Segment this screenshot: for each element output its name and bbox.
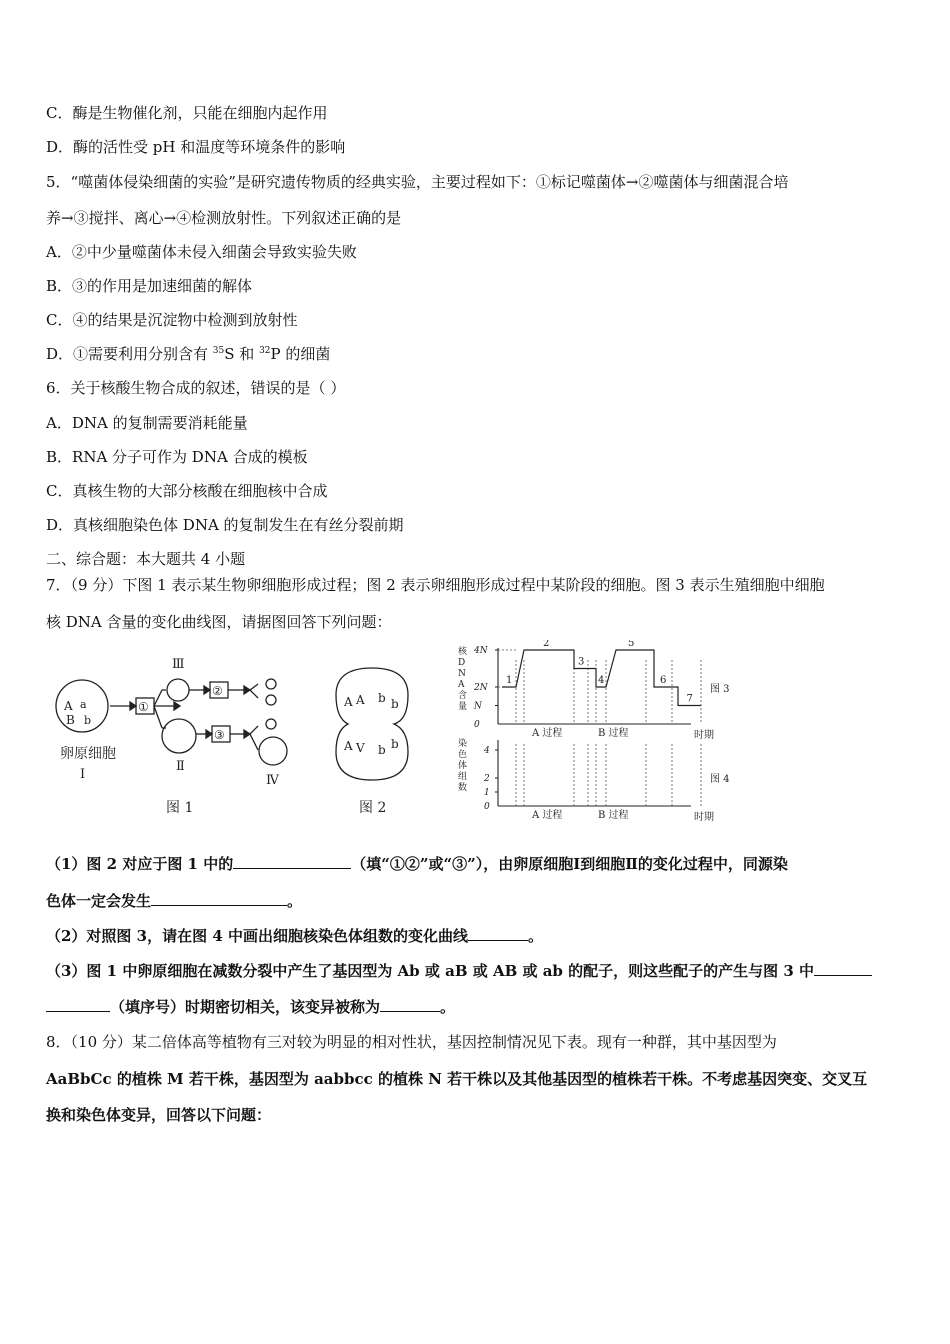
- fig3-process-b: B 过程: [598, 728, 629, 739]
- fig4-ytick-0: 4: [484, 746, 490, 756]
- fork-up-1: [250, 684, 258, 690]
- q5-option-c: C．④的结果是沉淀物中检测到放射性: [46, 311, 298, 329]
- q7-sub3-line1: [46, 960, 872, 981]
- cell3-roman: Ⅲ: [172, 657, 185, 672]
- fig3-title: 图 3: [710, 684, 730, 695]
- fig3-stage-7: 7: [686, 693, 693, 705]
- fig3-ylabel-char-0: 核: [458, 647, 468, 657]
- fig4-ylabel-char-4: 数: [458, 783, 468, 793]
- section-two-heading: 二、综合题：本大题共 4 小题: [46, 550, 246, 568]
- q7-sub3-blank1[interactable]: [814, 975, 872, 976]
- option-d-enzyme: D．酶的活性受 pH 和温度等环境条件的影响: [46, 138, 346, 156]
- arrow-head-6: [244, 730, 250, 738]
- fig3-x-label: 时期: [694, 730, 714, 741]
- question-6-stem: 6．关于核酸生物合成的叙述，错误的是（ ）: [46, 379, 346, 397]
- q7-sub2: [46, 925, 543, 946]
- arrow-head-3: [204, 686, 210, 694]
- fig3-ylabel-char-3: A: [458, 680, 465, 690]
- fig3-ticks: [473, 646, 498, 730]
- q7-sub1-line2: [46, 890, 302, 911]
- fig3-ytick-1: 2N: [474, 683, 488, 693]
- fig2-gene-8: b: [391, 737, 399, 751]
- q5-option-d-text2: S 和: [224, 345, 260, 363]
- box-3-label: ③: [214, 728, 225, 742]
- gene-a: a: [80, 698, 87, 711]
- fig4-ylabel-char-2: 体: [458, 761, 468, 771]
- q6-option-c: C．真核生物的大部分核酸在细胞核中合成: [46, 482, 328, 500]
- dividing-cell-outline: [336, 668, 408, 780]
- box-2-label: ②: [212, 684, 223, 698]
- fig3-ytick-0: 4N: [474, 646, 488, 656]
- fig2-gene-5: A: [344, 739, 353, 753]
- polar-body-3: [266, 695, 276, 705]
- cell4-roman: Ⅳ: [266, 773, 279, 788]
- question-7-stem: 7．（9 分）下图 1 表示某生物卵细胞形成过程；图 2 表示卵细胞形成过程中某阶段的细胞。图 3 表示生殖细胞中细胞: [46, 576, 825, 594]
- fig3-stage-2: 2: [543, 640, 550, 649]
- fig3-ytick-2: N: [474, 701, 482, 712]
- arrow-head-5: [206, 730, 212, 738]
- fig3-y-label: [457, 645, 468, 712]
- fig3-ylabel-char-5: 量: [458, 702, 468, 712]
- question-8-stem: 8．（10 分）某二倍体高等植物有三对较为明显的相对性状，基因控制情况见下表。现有一种群，其中基因型为: [46, 1033, 777, 1051]
- question-7-stem-cont: 核 DNA 含量的变化曲线图，请据图回答下列问题：: [46, 613, 392, 631]
- gene-B: B: [66, 713, 75, 727]
- gene-A: A: [64, 699, 73, 713]
- fig3-stage-6: 6: [660, 675, 667, 686]
- q5-option-d: [46, 343, 330, 364]
- fig4-process-b: B 过程: [598, 810, 629, 821]
- fig4-ylabel-char-1: 色: [458, 750, 468, 760]
- figures-area: [46, 640, 906, 830]
- fig4-ytick-3: 0: [484, 802, 490, 812]
- box-1-label: ①: [138, 700, 149, 714]
- q7-sub3-blank2[interactable]: [46, 1011, 110, 1012]
- fig2-gene-6: V: [356, 741, 365, 755]
- fig4-process-a: A 过程: [532, 810, 563, 821]
- polar-body-2: [266, 679, 276, 689]
- fig2-gene-3: b: [378, 691, 386, 705]
- q6-option-a: A．DNA 的复制需要消耗能量: [46, 414, 248, 432]
- fig3-ylabel-char-2: N: [458, 669, 466, 679]
- q6-option-b: B．RNA 分子可作为 DNA 合成的模板: [46, 448, 308, 466]
- fig4-title: 图 4: [710, 774, 730, 785]
- figure-2-caption: 图 2: [359, 800, 387, 816]
- q7-sub1-text2: （填“①②”或“③”），由卵原细胞Ⅰ到细胞Ⅱ的变化过程中，同源染: [351, 855, 788, 873]
- fig3-stage-4: 4: [598, 675, 605, 686]
- fig3-stage-3: 3: [578, 656, 585, 668]
- q7-sub2-text1: （2）对照图 3，请在图 4 中画出细胞核染色体组数的变化曲线: [46, 927, 468, 945]
- question-5-stem: 5．“噬菌体侵染细菌的实验”是研究遗传物质的经典实验，主要过程如下：①标记噬菌体→②噬菌体与细菌混合培: [46, 173, 789, 191]
- q5-option-d-text1: D．①需要利用分别含有: [46, 345, 213, 363]
- q7-sub2-blank[interactable]: [468, 940, 528, 941]
- q7-sub3-line2: [46, 996, 455, 1017]
- question-8-stem-cont2: 换和染色体变异，回答以下问题：: [46, 1106, 272, 1124]
- cell1-roman: Ⅰ: [80, 767, 86, 782]
- gene-b: b: [84, 714, 92, 727]
- secondary-oocyte: [162, 719, 196, 753]
- oogonium-label: 卵原细胞: [60, 746, 116, 762]
- q7-sub1-line1: [46, 853, 788, 874]
- q7-sub2-text2: 。: [527, 927, 543, 945]
- figure-2: [336, 668, 408, 816]
- fig4-ytick-2: 1: [484, 788, 490, 798]
- q7-sub1-blank2[interactable]: [151, 905, 287, 906]
- fork-down-1: [250, 690, 258, 698]
- q5-option-a: A．②中少量噬菌体未侵入细菌会导致实验失败: [46, 243, 357, 261]
- branch-down: [154, 706, 162, 728]
- q5-option-b: B．③的作用是加速细菌的解体: [46, 277, 253, 295]
- q7-sub1-text3: 色体一定会发生: [46, 892, 152, 910]
- q7-sub3-blank3[interactable]: [380, 1011, 440, 1012]
- figure-3-4: [457, 640, 730, 823]
- polar-body-1: [167, 679, 189, 701]
- fig2-gene-1: A: [344, 695, 353, 709]
- fig4-x-label: 时期: [694, 812, 714, 823]
- fig3-stage-1: 1: [506, 675, 513, 686]
- figure-1-caption: 图 1: [166, 800, 194, 816]
- fig2-gene-4: b: [391, 697, 399, 711]
- fork-down-2: [250, 734, 258, 750]
- fig4-ylabel-char-3: 组: [458, 772, 468, 782]
- fork-up-2: [250, 726, 258, 734]
- fig2-gene-2: A: [356, 693, 365, 707]
- figures-svg: [46, 640, 906, 830]
- q7-sub3-text3: 。: [440, 998, 456, 1016]
- fig3-ytick-3: 0: [474, 720, 480, 730]
- q7-sub3-text1: （3）图 1 中卵原细胞在减数分裂中产生了基因型为 Ab 或 aB 或 AB 或 ab 的配子，则这些配子的产生与图 3 中: [46, 962, 815, 980]
- arrow-head-1: [130, 702, 136, 710]
- fig4-ytick-1: 2: [484, 774, 490, 784]
- fig4-ylabel-char-0: 染: [458, 739, 468, 749]
- polar-body-4: [266, 719, 276, 729]
- fig3-stage-5: 5: [628, 640, 635, 649]
- question-5-stem-cont: 养→③搅拌、离心→④检测放射性。下列叙述正确的是: [46, 209, 402, 227]
- sup-32: 32: [259, 346, 271, 356]
- q7-sub3-text2: （填序号）时期密切相关，该变异被称为: [110, 998, 381, 1016]
- q7-sub1-text1: （1）图 2 对应于图 1 中的: [46, 855, 234, 873]
- egg-cell: [259, 737, 287, 765]
- q7-sub1-text4: 。: [287, 892, 303, 910]
- fig3-ylabel-char-1: D: [458, 658, 466, 668]
- q5-option-d-text3: P 的细菌: [270, 345, 331, 363]
- q6-option-d: D．真核细胞染色体 DNA 的复制发生在有丝分裂前期: [46, 516, 404, 534]
- cell2-roman: Ⅱ: [176, 759, 185, 774]
- fig4-dashed-lines: [516, 744, 701, 806]
- fig3-process-a: A 过程: [532, 728, 563, 739]
- option-c-enzyme: C．酶是生物催化剂，只能在细胞内起作用: [46, 104, 328, 122]
- figure-1: [56, 657, 287, 816]
- fig2-gene-7: b: [378, 743, 386, 757]
- fig3-ylabel-char-4: 含: [458, 691, 468, 701]
- branch-up: [154, 690, 162, 706]
- arrow-head-2: [174, 702, 180, 710]
- q7-sub1-blank1[interactable]: [233, 868, 351, 869]
- sup-35: 35: [212, 346, 225, 356]
- fig4-ticks: [483, 746, 498, 812]
- fig4-y-label: [458, 737, 467, 793]
- arrow-head-4: [244, 686, 250, 694]
- question-8-stem-cont: AaBbCc 的植株 M 若干株，基因型为 aabbcc 的植株 N 若干株以及其他基因型的植株若干株。不考虑基因突变、交叉互: [46, 1070, 868, 1088]
